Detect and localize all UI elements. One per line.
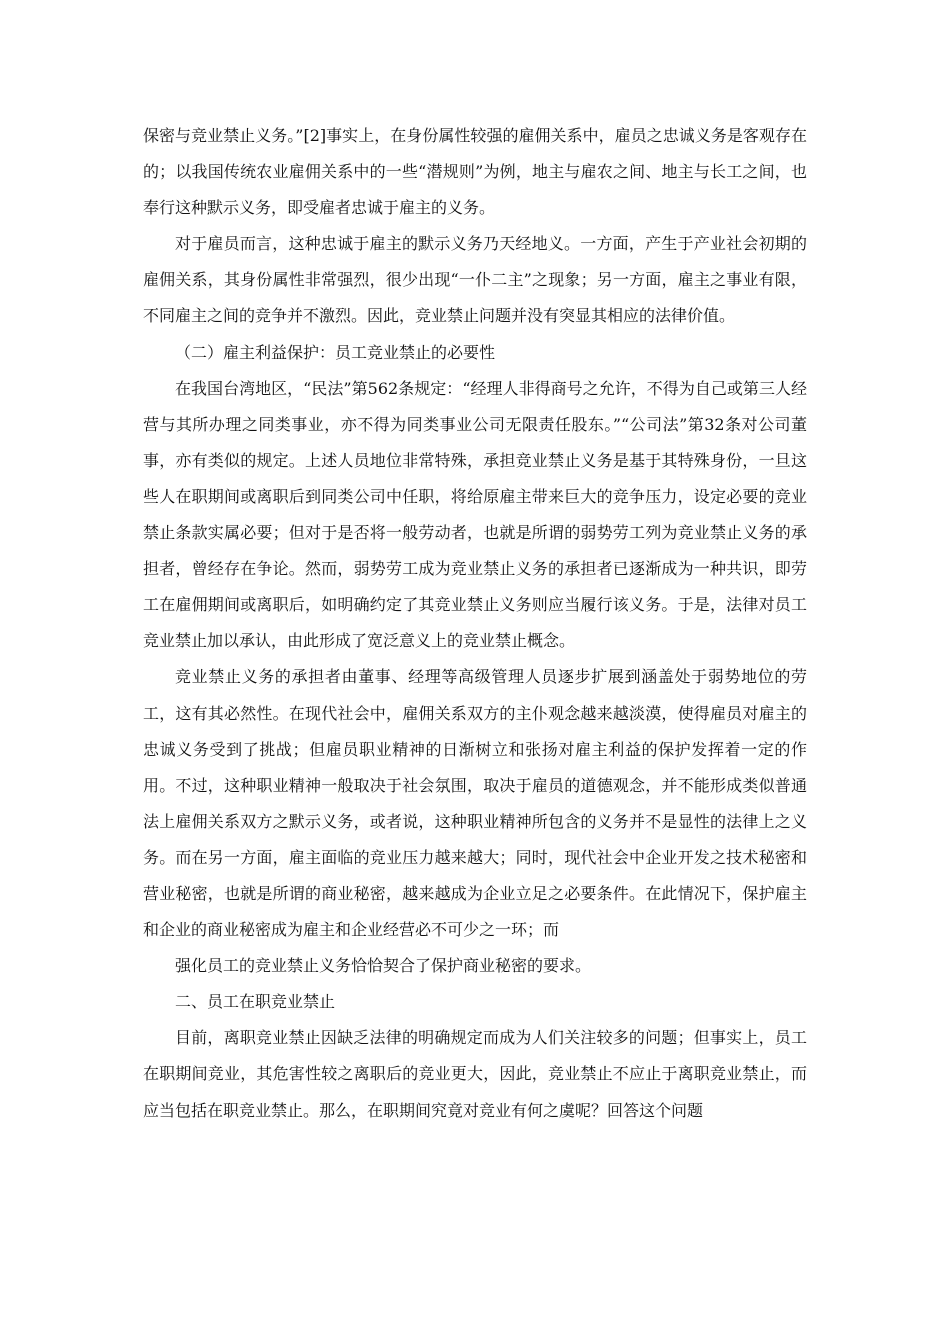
paragraph-implied-loyalty-duty: 对于雇员而言，这种忠诚于雇主的默示义务乃天经地义。一方面，产生于产业社会初期的雇佣关系，其身份属性非常强烈，很少出现“一仆二主”之现象；另一方面，雇主之事业有限，不同雇主之间的竞争并不激烈。因此，竞业禁止问题并没有突显其相应的法律价值。 bbox=[143, 234, 807, 326]
paragraph-in-service-competition: 目前，离职竞业禁止因缺乏法律的明确规定而成为人们关注较多的问题；但事实上，员工在职期间竞业，其危害性较之离职后的竞业更大，因此，竞业禁止不应止于离职竞业禁止，而应当包括在职竞业禁止。那么，在职期间究竟对竞业有何之虞呢？回答这个问题 bbox=[143, 1028, 807, 1120]
document-page bbox=[143, 118, 807, 1129]
paragraph-confidentiality-duty: 保密与竞业禁止义务。”[2]事实上，在身份属性较强的雇佣关系中，雇员之忠诚义务是客观存在的；以我国传统农业雇佣关系中的一些“潜规则”为例，地主与雇农之间、地主与长工之间，也奉行这种默示义务，即受雇者忠诚于雇主的义务。 bbox=[143, 126, 807, 218]
paragraph-necessity-of-noncompete: 竞业禁止义务的承担者由董事、经理等高级管理人员逐步扩展到涵盖处于弱势地位的劳工，这有其必然性。在现代社会中，雇佣关系双方的主仆观念越来越淡漠，使得雇员对雇主的忠诚义务受到了挑战；但雇员职业精神的日渐树立和张扬对雇主利益的保护发挥着一定的作用。不过，这种职业精神一般取决于社会氛围，取决于雇员的道德观念，并不能形成类似普通法上雇佣关系双方之默示义务，或者说，这种职业精神所包含的义务并不是显性的法律上之义务。而在另一方面，雇主面临的竞业压力越来越大；同时，现代社会中企业开发之技术秘密和营业秘密，也就是所谓的商业秘密，越来越成为企业立足之必要条件。在此情况下，保护雇主和企业的商业秘密成为雇主和企业经营必不可少之一环；而 bbox=[143, 667, 807, 940]
section-heading-in-service-noncompete: 二、员工在职竞业禁止 bbox=[175, 992, 336, 1012]
section-heading-employer-interest: （二）雇主利益保护：员工竞业禁止的必要性 bbox=[175, 342, 496, 362]
paragraph-taiwan-civil-code: 在我国台湾地区，“民法”第562条规定：“经理人非得商号之允许，不得为自己或第三人经营与其所办理之同类事业，亦不得为同类事业公司无限责任股东。”“公司法”第32条对公司董事，亦有类似的规定。上述人员地位非常特殊，承担竞业禁止义务是基于其特殊身份，一旦这些人在职期间或离职后到同类公司中任职，将给原雇主带来巨大的竞争压力，设定必要的竞业禁止条款实属必要；但对于是否将一般劳动者，也就是所谓的弱势劳工列为竞业禁止义务的承担者，曾经存在争论。然而，弱势劳工成为竞业禁止义务的承担者已逐渐成为一种共识，即劳工在雇佣期间或离职后，如明确约定了其竞业禁止义务则应当履行该义务。于是，法律对员工竞业禁止加以承认，由此形成了宽泛意义上的竞业禁止概念。 bbox=[143, 378, 807, 651]
paragraph-trade-secret-requirement: 强化员工的竞业禁止义务恰恰契合了保护商业秘密的要求。 bbox=[175, 956, 592, 976]
